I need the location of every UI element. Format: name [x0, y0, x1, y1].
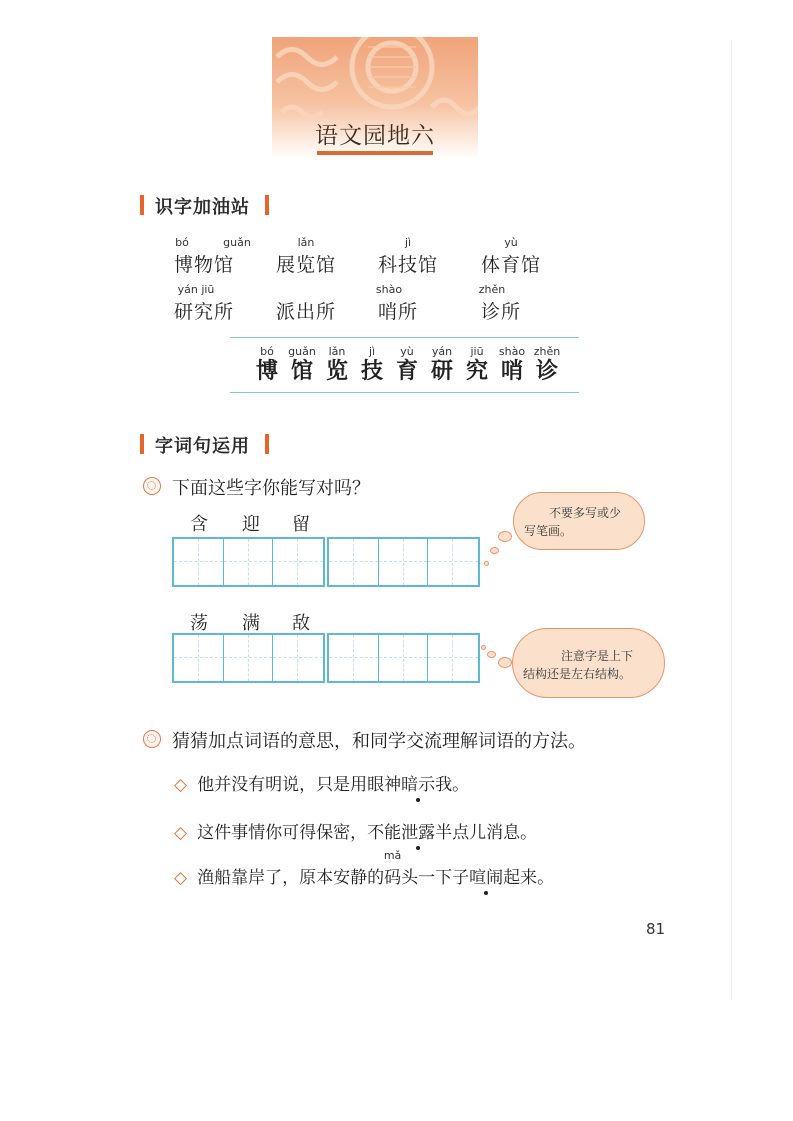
task-badge-icon: [143, 730, 161, 748]
char-item: [532, 344, 562, 383]
diamond-bullet-icon: ◇: [174, 823, 188, 843]
word-text: 哨所: [378, 301, 419, 323]
tip-line: 结构还是左右结构。: [523, 667, 632, 681]
char-hanzi: 馆: [290, 358, 313, 384]
char-hanzi: 览: [325, 358, 348, 384]
word-text: 研究所: [174, 301, 235, 323]
pinyin: zhěn: [478, 283, 506, 296]
pinyin: guǎn: [223, 236, 251, 249]
pinyin: shào: [375, 283, 403, 296]
word-text: 展览馆: [276, 254, 337, 276]
dotted-word: 泄露: [401, 823, 436, 843]
writing-grid[interactable]: [172, 633, 325, 683]
practice-char: 敌: [292, 613, 310, 634]
task2-question: 猜猜加点词语的意思，和同学交流理解词语的方法。: [172, 731, 586, 752]
char-item: [322, 344, 352, 383]
pinyin-line: [174, 283, 264, 297]
bubble-dot: [487, 651, 496, 658]
sentence-item: [174, 770, 469, 800]
dotted-char: [469, 863, 503, 888]
practice-chars-row2: [174, 609, 474, 633]
sentence-text: 半点儿消息。: [435, 823, 538, 843]
dotted-word: 喧闹: [469, 868, 504, 888]
practice-char: 满: [242, 613, 260, 634]
bubble-dot: [498, 531, 512, 542]
char-pinyin: lǎn: [328, 345, 346, 358]
dotted-char: [401, 818, 435, 843]
pinyin: yán jiū: [177, 283, 215, 296]
practice-char: 荡: [190, 613, 208, 634]
writing-cell[interactable]: [273, 539, 323, 585]
word-text: 诊所: [481, 301, 522, 323]
rule-top: [230, 337, 579, 338]
tip-bubble: [513, 492, 645, 550]
tip-line: 注意字是上下: [561, 649, 634, 663]
bubble-dot: [484, 561, 489, 566]
char-item: [252, 344, 282, 383]
char-item: [427, 344, 457, 383]
word-text: 博物馆: [174, 254, 235, 276]
char-item: [392, 344, 422, 383]
sentence-text: 我。: [435, 775, 470, 795]
dotted-word: 暗示: [401, 775, 436, 795]
writing-cell[interactable]: [329, 635, 379, 681]
unit-title: 语文园地六: [315, 123, 435, 149]
section-bar-right: [265, 195, 269, 215]
char-hanzi: 育: [395, 358, 418, 384]
sentence-text: 起来。: [503, 868, 555, 888]
writing-cell[interactable]: [428, 539, 478, 585]
word-text: 派出所: [276, 301, 337, 323]
sentence-text: 这件事情你可得保密，不能: [197, 823, 402, 843]
title-underline: [317, 151, 433, 155]
char-item: [462, 344, 492, 383]
task-badge-icon: [143, 477, 161, 495]
char-hanzi: 博: [255, 358, 278, 384]
writing-cell[interactable]: [224, 635, 274, 681]
pinyin: jì: [404, 236, 412, 249]
page-number: 81: [646, 920, 666, 938]
ruby-char: [383, 849, 402, 888]
char-hanzi: 技: [360, 358, 383, 384]
writing-grid[interactable]: [172, 537, 325, 587]
char-item: [287, 344, 317, 383]
section-title-literacy: 识字加油站: [155, 197, 250, 218]
bubble-dot: [490, 547, 499, 554]
practice-chars-row1: [174, 510, 474, 534]
char-item: [497, 344, 527, 383]
bubble-dot: [498, 657, 512, 668]
diamond-bullet-icon: ◇: [174, 775, 188, 795]
diamond-bullet-icon: ◇: [174, 868, 188, 888]
writing-grid[interactable]: [327, 633, 480, 683]
char-hanzi: 哨: [500, 358, 523, 384]
section-bar-right: [265, 434, 269, 454]
writing-cell[interactable]: [224, 539, 274, 585]
rule-bottom: [230, 392, 579, 393]
pinyin-line: [276, 283, 366, 297]
writing-cell[interactable]: [379, 635, 429, 681]
word-text: 体育馆: [481, 254, 542, 276]
pinyin-line: [276, 236, 366, 250]
pinyin: bó: [175, 236, 189, 249]
tip-line: 不要多写或少: [549, 506, 622, 520]
char-hanzi: 研: [430, 358, 453, 384]
writing-cell[interactable]: [379, 539, 429, 585]
sentence-text: 他并没有明说，只是用眼神: [197, 775, 402, 795]
page-edge-line: [731, 40, 732, 1000]
section-bar-left: [140, 195, 144, 215]
char-pinyin: guǎn: [288, 345, 316, 358]
section-bar-left: [140, 434, 144, 454]
writing-cell[interactable]: [329, 539, 379, 585]
writing-grid[interactable]: [327, 537, 480, 587]
char-pinyin: bó: [260, 345, 274, 358]
practice-char: 迎: [242, 514, 260, 535]
writing-cell[interactable]: [174, 539, 224, 585]
bubble-dot: [481, 645, 486, 650]
pinyin-line: [481, 236, 571, 250]
task1-question: 下面这些字你能写对吗？: [172, 478, 370, 499]
char-item: [357, 344, 387, 383]
sentence-text: 头一下子: [401, 868, 470, 888]
practice-char: 含: [190, 514, 208, 535]
section-title-usage: 字词句运用: [155, 436, 250, 457]
char-pinyin: jì: [368, 345, 376, 358]
unit-banner: [272, 37, 478, 159]
char-pinyin: yù: [400, 345, 414, 358]
writing-cell[interactable]: [174, 635, 224, 681]
char-pinyin: yán: [431, 345, 453, 358]
char-hanzi: 诊: [535, 358, 558, 384]
pinyin: yù: [504, 236, 518, 249]
sentence-text: 渔船靠岸了，原本安静的: [197, 868, 385, 888]
sentence-item: [174, 818, 537, 848]
ruby-pinyin: mǎ: [383, 849, 402, 862]
pinyin-line: [375, 283, 468, 297]
sentence-item: [174, 849, 555, 893]
ruby-base: 码: [384, 868, 402, 888]
pinyin-line: [378, 236, 468, 250]
pinyin-line: [478, 283, 571, 297]
pinyin: lǎn: [297, 236, 315, 249]
char-pinyin: shào: [498, 345, 526, 358]
tip-bubble: [512, 628, 665, 698]
tip-line: 写笔画。: [524, 524, 573, 538]
dotted-char: [401, 770, 435, 795]
char-pinyin: jiū: [470, 345, 484, 358]
practice-char: 留: [292, 514, 310, 535]
pinyin-line: [174, 236, 264, 250]
writing-cell[interactable]: [273, 635, 323, 681]
writing-cell[interactable]: [428, 635, 478, 681]
word-text: 科技馆: [378, 254, 439, 276]
char-hanzi: 究: [465, 358, 488, 384]
char-pinyin: zhěn: [533, 345, 561, 358]
